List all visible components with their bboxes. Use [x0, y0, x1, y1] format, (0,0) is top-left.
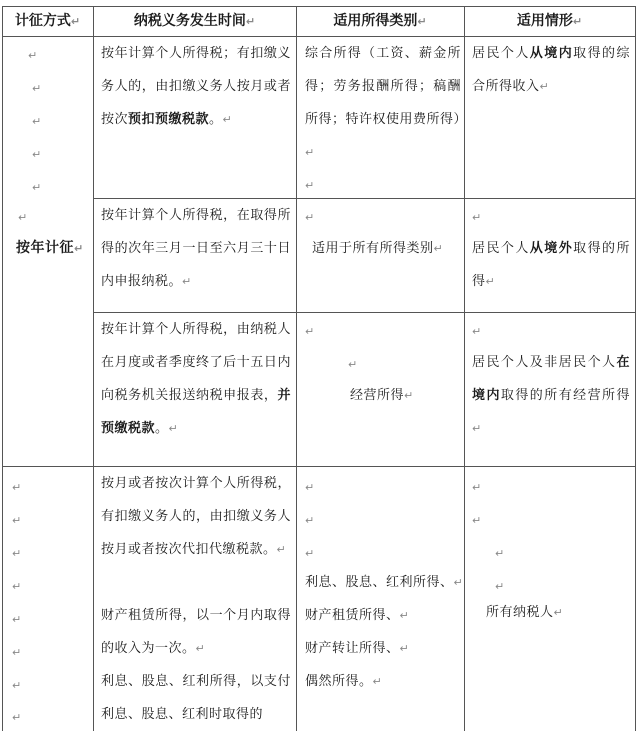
- return-mark: ↵: [32, 115, 42, 128]
- row2-case: 居民个人从境外取得的所得↵: [472, 241, 630, 289]
- return-mark: ↵: [305, 325, 315, 338]
- row1-case: 居民个人从境内取得的综合所得收入↵: [472, 46, 630, 94]
- grid-line: [93, 6, 94, 731]
- row1-time: 按年计算个人所得税；有扣缴义务人的，由扣缴义务人按月或者按次预扣预缴税款。↵: [101, 46, 291, 127]
- row3-time: 按年计算个人所得税，由纳税人在月度或者季度终了后十五日内向税务机关报送纳税申报表，并预缴税款。↵: [101, 322, 291, 436]
- header-method: 计征方式↵: [14, 13, 81, 29]
- row4-category-line: 财产转让所得、↵: [305, 641, 410, 656]
- return-mark: ↵: [12, 514, 22, 527]
- return-mark: ↵: [12, 646, 22, 659]
- grid-line: [2, 6, 3, 731]
- return-mark: ↵: [305, 514, 315, 527]
- grid-line: [296, 6, 297, 731]
- header-case: 适用情形↵: [516, 13, 583, 29]
- row4-category-line: 利息、股息、红利所得、↵: [305, 575, 464, 590]
- return-mark: ↵: [495, 580, 505, 593]
- return-mark: ↵: [32, 82, 42, 95]
- row3-category: 经营所得↵: [350, 388, 414, 403]
- grid-line: [635, 6, 636, 731]
- return-mark: ↵: [472, 514, 482, 527]
- return-mark: ↵: [348, 358, 358, 371]
- return-mark: ↵: [18, 211, 28, 224]
- method-annual: 按年计征↵: [16, 240, 84, 256]
- return-mark: ↵: [305, 211, 315, 224]
- return-mark: ↵: [32, 181, 42, 194]
- row4-time-p1: 按月或者按次计算个人所得税，有扣缴义务人的，由扣缴义务人按月或者按次代扣代缴税款。↵: [101, 476, 291, 557]
- return-mark: ↵: [472, 481, 482, 494]
- return-mark: ↵: [472, 325, 482, 338]
- header-category: 适用所得类别↵: [333, 13, 427, 29]
- header-time: 纳税义务发生时间↵: [133, 13, 256, 29]
- grid-line: [2, 466, 636, 467]
- return-mark: ↵: [12, 547, 22, 560]
- row1-category: 综合所得（工资、薪金所得；劳务报酬所得；稿酬所得；特许权使用费所得）↵: [305, 46, 468, 159]
- row2-category: 适用于所有所得类别↵: [312, 241, 444, 256]
- row4-category-line: 偶然所得。↵: [305, 674, 383, 689]
- return-mark: ↵: [12, 481, 22, 494]
- return-mark: ↵: [305, 481, 315, 494]
- return-mark: ↵: [12, 711, 22, 724]
- return-mark: ↵: [12, 613, 22, 626]
- row4-time-p2: 财产租赁所得，以一个月内取得的收入为一次。↵: [101, 608, 291, 656]
- return-mark: ↵: [12, 679, 22, 692]
- tax-table: [2, 6, 636, 731]
- return-mark: ↵: [305, 547, 315, 560]
- return-mark: ↵: [305, 179, 315, 192]
- row3-case: 居民个人及非居民个人在境内取得的所有经营所得↵: [472, 355, 630, 435]
- row4-category-line: 财产租赁所得、↵: [305, 608, 410, 623]
- return-mark: ↵: [495, 547, 505, 560]
- row4-case: 所有纳税人↵: [486, 605, 564, 620]
- return-mark: ↵: [472, 211, 482, 224]
- return-mark: ↵: [12, 580, 22, 593]
- row2-time: 按年计算个人所得税，在取得所得的次年三月一日至六月三十日内申报纳税。↵: [101, 208, 291, 289]
- return-mark: ↵: [32, 148, 42, 161]
- row4-time-p3: 利息、股息、红利所得，以支付利息、股息、红利时取得的: [101, 674, 291, 722]
- return-mark: ↵: [28, 49, 38, 62]
